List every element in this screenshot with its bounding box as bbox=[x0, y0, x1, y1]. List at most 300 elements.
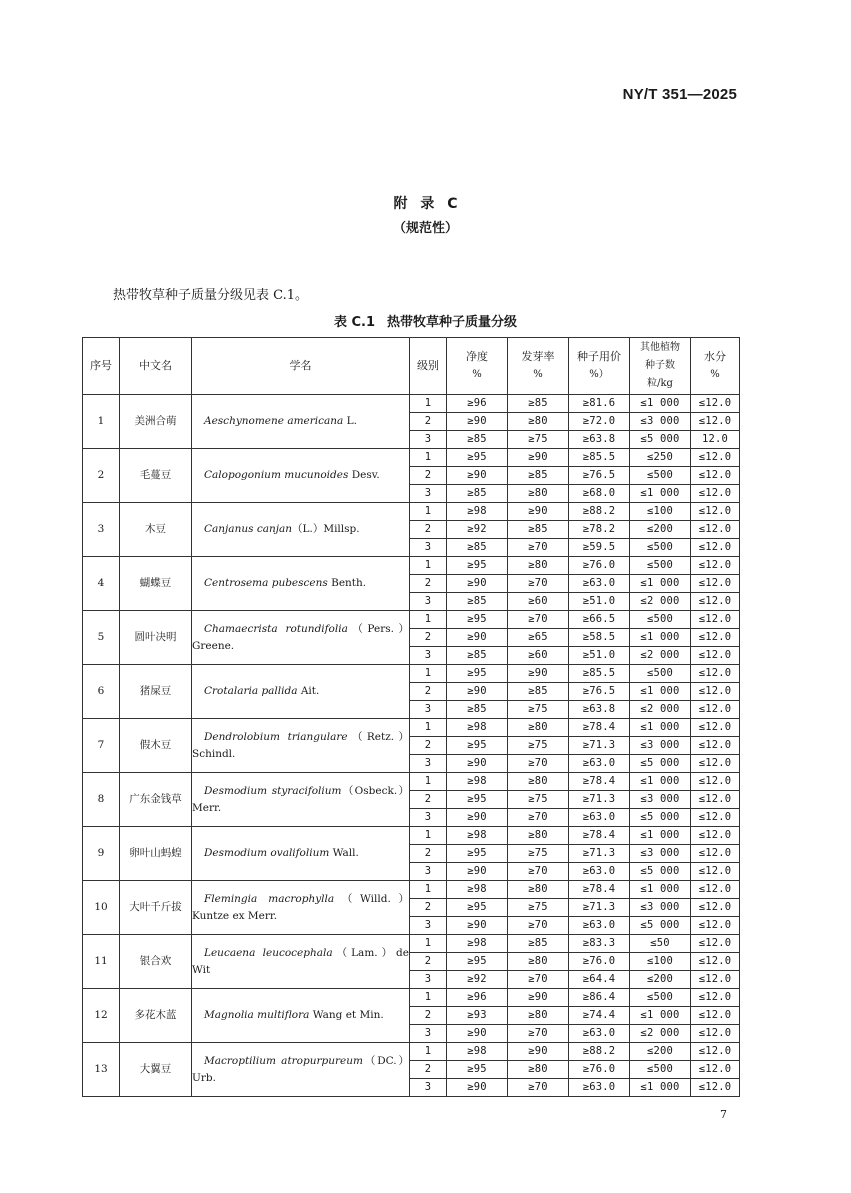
germination-cell: ≥80 bbox=[508, 719, 569, 737]
other-seeds-cell: ≤1 000 bbox=[630, 575, 691, 593]
other-seeds-cell: ≤3 000 bbox=[630, 413, 691, 431]
table-row bbox=[83, 449, 740, 467]
seed-value-cell: ≥78.4 bbox=[569, 773, 630, 791]
seed-value-cell: ≥71.3 bbox=[569, 845, 630, 863]
grade-cell: 2 bbox=[410, 899, 447, 917]
moisture-cell: ≤12.0 bbox=[691, 989, 740, 1007]
moisture-cell: ≤12.0 bbox=[691, 467, 740, 485]
purity-cell: ≥96 bbox=[447, 395, 508, 413]
seed-value-cell: ≥76.5 bbox=[569, 683, 630, 701]
purity-cell: ≥98 bbox=[447, 503, 508, 521]
germination-cell: ≥80 bbox=[508, 413, 569, 431]
other-seeds-cell: ≤1 000 bbox=[630, 881, 691, 899]
seed-value-cell: ≥85.5 bbox=[569, 665, 630, 683]
col-other-seeds: 其他植物 种子数 粒/kg bbox=[630, 338, 691, 395]
grade-cell: 2 bbox=[410, 683, 447, 701]
sci-binomial: Desmodium ovalifolium bbox=[204, 847, 330, 859]
table-row bbox=[83, 611, 740, 629]
col-grade: 级别 bbox=[410, 338, 447, 395]
grade-cell: 3 bbox=[410, 755, 447, 773]
purity-cell: ≥85 bbox=[447, 431, 508, 449]
table-row bbox=[83, 1043, 740, 1061]
col-cn-name: 中文名 bbox=[120, 338, 192, 395]
purity-cell: ≥95 bbox=[447, 611, 508, 629]
grade-cell: 1 bbox=[410, 611, 447, 629]
germination-cell: ≥85 bbox=[508, 395, 569, 413]
species-seq: 4 bbox=[83, 557, 120, 611]
table-row bbox=[83, 773, 740, 791]
other-seeds-cell: ≤100 bbox=[630, 953, 691, 971]
sci-binomial: Canjanus canjan bbox=[204, 523, 293, 535]
other-seeds-cell: ≤5 000 bbox=[630, 809, 691, 827]
species-seq: 13 bbox=[83, 1043, 120, 1097]
seed-value-cell: ≥86.4 bbox=[569, 989, 630, 1007]
species-cn-name: 猪屎豆 bbox=[120, 665, 192, 719]
moisture-cell: ≤12.0 bbox=[691, 395, 740, 413]
moisture-cell: ≤12.0 bbox=[691, 503, 740, 521]
moisture-cell: ≤12.0 bbox=[691, 863, 740, 881]
species-sci-name bbox=[192, 449, 410, 503]
table-row bbox=[83, 503, 740, 521]
seed-value-cell: ≥63.0 bbox=[569, 755, 630, 773]
purity-cell: ≥96 bbox=[447, 989, 508, 1007]
species-seq: 6 bbox=[83, 665, 120, 719]
col-seq: 序号 bbox=[83, 338, 120, 395]
species-seq: 1 bbox=[83, 395, 120, 449]
moisture-cell: ≤12.0 bbox=[691, 1061, 740, 1079]
species-seq: 8 bbox=[83, 773, 120, 827]
species-sci-name bbox=[192, 827, 410, 881]
sci-author: （Lam.）de Wit bbox=[192, 946, 409, 976]
species-cn-name: 大叶千斤拔 bbox=[120, 881, 192, 935]
other-seeds-cell: ≤100 bbox=[630, 503, 691, 521]
germination-cell: ≥60 bbox=[508, 593, 569, 611]
grade-cell: 1 bbox=[410, 773, 447, 791]
col-sci-name: 学名 bbox=[192, 338, 410, 395]
sci-author: Desv. bbox=[348, 469, 380, 481]
moisture-cell: ≤12.0 bbox=[691, 1025, 740, 1043]
other-seeds-cell: ≤500 bbox=[630, 557, 691, 575]
seed-value-cell: ≥63.0 bbox=[569, 1079, 630, 1097]
purity-cell: ≥85 bbox=[447, 593, 508, 611]
other-seeds-cell: ≤500 bbox=[630, 665, 691, 683]
purity-cell: ≥92 bbox=[447, 521, 508, 539]
species-sci-name bbox=[192, 503, 410, 557]
purity-cell: ≥90 bbox=[447, 683, 508, 701]
purity-cell: ≥98 bbox=[447, 881, 508, 899]
grade-cell: 1 bbox=[410, 827, 447, 845]
moisture-cell: ≤12.0 bbox=[691, 413, 740, 431]
moisture-cell: ≤12.0 bbox=[691, 845, 740, 863]
other-seeds-cell: ≤1 000 bbox=[630, 683, 691, 701]
col-purity: 净度 % bbox=[447, 338, 508, 395]
other-seeds-cell: ≤3 000 bbox=[630, 845, 691, 863]
sci-author: （Osbeck.）Merr. bbox=[192, 784, 410, 814]
other-seeds-cell: ≤500 bbox=[630, 611, 691, 629]
other-seeds-cell: ≤500 bbox=[630, 467, 691, 485]
table-row bbox=[83, 881, 740, 899]
grade-cell: 2 bbox=[410, 737, 447, 755]
sci-author: （Retz.）Schindl. bbox=[192, 730, 409, 760]
purity-cell: ≥95 bbox=[447, 1061, 508, 1079]
moisture-cell: ≤12.0 bbox=[691, 791, 740, 809]
grade-cell: 2 bbox=[410, 791, 447, 809]
moisture-cell: ≤12.0 bbox=[691, 611, 740, 629]
species-seq: 2 bbox=[83, 449, 120, 503]
seed-value-cell: ≥63.8 bbox=[569, 701, 630, 719]
germination-cell: ≥80 bbox=[508, 557, 569, 575]
moisture-cell: ≤12.0 bbox=[691, 881, 740, 899]
seed-value-cell: ≥71.3 bbox=[569, 899, 630, 917]
table-body bbox=[83, 395, 740, 1097]
table-header-row bbox=[83, 338, 740, 395]
other-seeds-cell: ≤5 000 bbox=[630, 863, 691, 881]
other-seeds-cell: ≤500 bbox=[630, 989, 691, 1007]
seed-value-cell: ≥78.2 bbox=[569, 521, 630, 539]
seed-value-cell: ≥63.0 bbox=[569, 575, 630, 593]
other-seeds-cell: ≤2 000 bbox=[630, 647, 691, 665]
germination-cell: ≥80 bbox=[508, 953, 569, 971]
germination-cell: ≥70 bbox=[508, 1025, 569, 1043]
intro-text: 热带牧草种子质量分级见表 C.1。 bbox=[113, 288, 309, 303]
moisture-cell: ≤12.0 bbox=[691, 701, 740, 719]
germination-cell: ≥85 bbox=[508, 521, 569, 539]
table-row bbox=[83, 665, 740, 683]
col-germination: 发芽率 % bbox=[508, 338, 569, 395]
seed-value-cell: ≥88.2 bbox=[569, 503, 630, 521]
grade-cell: 1 bbox=[410, 557, 447, 575]
other-seeds-cell: ≤5 000 bbox=[630, 755, 691, 773]
germination-cell: ≥65 bbox=[508, 629, 569, 647]
other-seeds-cell: ≤5 000 bbox=[630, 917, 691, 935]
sci-author: Wall. bbox=[329, 847, 359, 859]
seed-value-cell: ≥74.4 bbox=[569, 1007, 630, 1025]
purity-cell: ≥90 bbox=[447, 917, 508, 935]
grade-cell: 2 bbox=[410, 629, 447, 647]
grade-cell: 1 bbox=[410, 665, 447, 683]
grade-cell: 3 bbox=[410, 1079, 447, 1097]
grade-cell: 3 bbox=[410, 539, 447, 557]
table-row bbox=[83, 395, 740, 413]
grade-cell: 1 bbox=[410, 881, 447, 899]
purity-cell: ≥98 bbox=[447, 773, 508, 791]
species-seq: 3 bbox=[83, 503, 120, 557]
moisture-cell: ≤12.0 bbox=[691, 719, 740, 737]
purity-cell: ≥95 bbox=[447, 953, 508, 971]
purity-cell: ≥90 bbox=[447, 1025, 508, 1043]
other-seeds-cell: ≤200 bbox=[630, 521, 691, 539]
species-cn-name: 木豆 bbox=[120, 503, 192, 557]
species-cn-name: 银合欢 bbox=[120, 935, 192, 989]
table-row bbox=[83, 719, 740, 737]
purity-cell: ≥85 bbox=[447, 539, 508, 557]
species-seq: 5 bbox=[83, 611, 120, 665]
other-seeds-cell: ≤5 000 bbox=[630, 431, 691, 449]
grade-cell: 3 bbox=[410, 485, 447, 503]
grade-cell: 2 bbox=[410, 521, 447, 539]
grade-cell: 2 bbox=[410, 575, 447, 593]
purity-cell: ≥90 bbox=[447, 467, 508, 485]
germination-cell: ≥90 bbox=[508, 989, 569, 1007]
purity-cell: ≥90 bbox=[447, 809, 508, 827]
germination-cell: ≥70 bbox=[508, 755, 569, 773]
species-seq: 9 bbox=[83, 827, 120, 881]
grade-cell: 3 bbox=[410, 593, 447, 611]
table-row bbox=[83, 935, 740, 953]
grade-cell: 3 bbox=[410, 863, 447, 881]
species-cn-name: 圆叶决明 bbox=[120, 611, 192, 665]
grade-cell: 3 bbox=[410, 809, 447, 827]
purity-cell: ≥90 bbox=[447, 575, 508, 593]
grade-cell: 3 bbox=[410, 431, 447, 449]
seed-value-cell: ≥63.0 bbox=[569, 917, 630, 935]
species-sci-name bbox=[192, 395, 410, 449]
species-seq: 10 bbox=[83, 881, 120, 935]
moisture-cell: ≤12.0 bbox=[691, 485, 740, 503]
other-seeds-cell: ≤1 000 bbox=[630, 827, 691, 845]
sci-author: （DC.）Urb. bbox=[192, 1054, 409, 1084]
species-sci-name bbox=[192, 989, 410, 1043]
sci-binomial: Flemingia macrophylla bbox=[204, 892, 335, 905]
moisture-cell: ≤12.0 bbox=[691, 971, 740, 989]
seed-value-cell: ≥66.5 bbox=[569, 611, 630, 629]
other-seeds-cell: ≤3 000 bbox=[630, 791, 691, 809]
table-title: 热带牧草种子质量分级 bbox=[387, 315, 518, 330]
moisture-cell: ≤12.0 bbox=[691, 773, 740, 791]
germination-cell: ≥70 bbox=[508, 539, 569, 557]
other-seeds-cell: ≤1 000 bbox=[630, 1007, 691, 1025]
grade-cell: 3 bbox=[410, 917, 447, 935]
species-sci-name bbox=[192, 665, 410, 719]
species-seq: 11 bbox=[83, 935, 120, 989]
grade-cell: 2 bbox=[410, 413, 447, 431]
species-cn-name: 毛蔓豆 bbox=[120, 449, 192, 503]
other-seeds-cell: ≤1 000 bbox=[630, 773, 691, 791]
species-sci-name bbox=[192, 1043, 410, 1097]
seed-value-cell: ≥81.6 bbox=[569, 395, 630, 413]
germination-cell: ≥70 bbox=[508, 611, 569, 629]
species-cn-name: 蝴蝶豆 bbox=[120, 557, 192, 611]
species-seq: 7 bbox=[83, 719, 120, 773]
table-row bbox=[83, 989, 740, 1007]
germination-cell: ≥80 bbox=[508, 1007, 569, 1025]
grade-cell: 1 bbox=[410, 719, 447, 737]
sci-author: （Pers.）Greene. bbox=[192, 622, 409, 652]
purity-cell: ≥95 bbox=[447, 845, 508, 863]
col-seed-value: 种子用价 %） bbox=[569, 338, 630, 395]
species-cn-name: 假木豆 bbox=[120, 719, 192, 773]
other-seeds-cell: ≤2 000 bbox=[630, 701, 691, 719]
seed-value-cell: ≥76.0 bbox=[569, 557, 630, 575]
grade-cell: 1 bbox=[410, 935, 447, 953]
sci-binomial: Chamaecrista rotundifolia bbox=[204, 622, 348, 635]
grade-cell: 2 bbox=[410, 1007, 447, 1025]
purity-cell: ≥95 bbox=[447, 899, 508, 917]
species-sci-name bbox=[192, 881, 410, 935]
other-seeds-cell: ≤1 000 bbox=[630, 395, 691, 413]
germination-cell: ≥70 bbox=[508, 575, 569, 593]
seed-value-cell: ≥71.3 bbox=[569, 737, 630, 755]
table-row bbox=[83, 557, 740, 575]
germination-cell: ≥80 bbox=[508, 881, 569, 899]
seed-value-cell: ≥76.0 bbox=[569, 1061, 630, 1079]
moisture-cell: ≤12.0 bbox=[691, 1043, 740, 1061]
other-seeds-cell: ≤1 000 bbox=[630, 1079, 691, 1097]
germination-cell: ≥85 bbox=[508, 935, 569, 953]
moisture-cell: ≤12.0 bbox=[691, 809, 740, 827]
grade-cell: 2 bbox=[410, 845, 447, 863]
moisture-cell: ≤12.0 bbox=[691, 755, 740, 773]
moisture-cell: ≤12.0 bbox=[691, 521, 740, 539]
other-seeds-cell: ≤50 bbox=[630, 935, 691, 953]
seed-value-cell: ≥59.5 bbox=[569, 539, 630, 557]
grade-cell: 3 bbox=[410, 701, 447, 719]
sci-author: （L.）Millsp. bbox=[292, 523, 360, 535]
moisture-cell: ≤12.0 bbox=[691, 539, 740, 557]
sci-author: Ait. bbox=[297, 685, 320, 697]
species-cn-name: 多花木蓝 bbox=[120, 989, 192, 1043]
sci-binomial: Dendrolobium triangulare bbox=[204, 730, 348, 743]
page-number: 7 bbox=[720, 1108, 727, 1121]
purity-cell: ≥93 bbox=[447, 1007, 508, 1025]
germination-cell: ≥70 bbox=[508, 1079, 569, 1097]
purity-cell: ≥90 bbox=[447, 413, 508, 431]
germination-cell: ≥60 bbox=[508, 647, 569, 665]
seed-value-cell: ≥64.4 bbox=[569, 971, 630, 989]
moisture-cell: ≤12.0 bbox=[691, 575, 740, 593]
seed-value-cell: ≥63.0 bbox=[569, 863, 630, 881]
seed-value-cell: ≥51.0 bbox=[569, 593, 630, 611]
seed-value-cell: ≥78.4 bbox=[569, 827, 630, 845]
germination-cell: ≥70 bbox=[508, 863, 569, 881]
sci-binomial: Desmodium styracifolium bbox=[204, 784, 342, 797]
purity-cell: ≥95 bbox=[447, 665, 508, 683]
species-cn-name: 广东金钱草 bbox=[120, 773, 192, 827]
purity-cell: ≥92 bbox=[447, 971, 508, 989]
standard-code: NY/T 351—2025 bbox=[622, 86, 737, 103]
moisture-cell: ≤12.0 bbox=[691, 935, 740, 953]
sci-author: Benth. bbox=[327, 577, 367, 589]
germination-cell: ≥75 bbox=[508, 845, 569, 863]
table-row bbox=[83, 827, 740, 845]
grade-cell: 1 bbox=[410, 989, 447, 1007]
seed-value-cell: ≥78.4 bbox=[569, 719, 630, 737]
grade-cell: 1 bbox=[410, 395, 447, 413]
moisture-cell: ≤12.0 bbox=[691, 737, 740, 755]
other-seeds-cell: ≤200 bbox=[630, 971, 691, 989]
sci-author: L. bbox=[343, 415, 357, 427]
other-seeds-cell: ≤200 bbox=[630, 1043, 691, 1061]
sci-binomial: Macroptilium atropurpureum bbox=[204, 1054, 363, 1067]
germination-cell: ≥85 bbox=[508, 683, 569, 701]
grade-cell: 1 bbox=[410, 449, 447, 467]
germination-cell: ≥75 bbox=[508, 791, 569, 809]
grade-cell: 3 bbox=[410, 647, 447, 665]
seed-value-cell: ≥78.4 bbox=[569, 881, 630, 899]
moisture-cell: ≤12.0 bbox=[691, 593, 740, 611]
germination-cell: ≥80 bbox=[508, 773, 569, 791]
grade-cell: 1 bbox=[410, 503, 447, 521]
germination-cell: ≥75 bbox=[508, 431, 569, 449]
species-cn-name: 卵叶山蚂蝗 bbox=[120, 827, 192, 881]
moisture-cell: ≤12.0 bbox=[691, 1079, 740, 1097]
moisture-cell: ≤12.0 bbox=[691, 1007, 740, 1025]
other-seeds-cell: ≤250 bbox=[630, 449, 691, 467]
purity-cell: ≥98 bbox=[447, 1043, 508, 1061]
grade-cell: 2 bbox=[410, 467, 447, 485]
germination-cell: ≥70 bbox=[508, 971, 569, 989]
other-seeds-cell: ≤500 bbox=[630, 1061, 691, 1079]
purity-cell: ≥90 bbox=[447, 629, 508, 647]
seed-value-cell: ≥88.2 bbox=[569, 1043, 630, 1061]
other-seeds-cell: ≤2 000 bbox=[630, 593, 691, 611]
purity-cell: ≥98 bbox=[447, 719, 508, 737]
germination-cell: ≥90 bbox=[508, 503, 569, 521]
germination-cell: ≥75 bbox=[508, 737, 569, 755]
other-seeds-cell: ≤2 000 bbox=[630, 1025, 691, 1043]
germination-cell: ≥80 bbox=[508, 827, 569, 845]
sci-binomial: Centrosema pubescens bbox=[204, 577, 328, 589]
annex-title: 附 录 C bbox=[393, 196, 458, 212]
seed-value-cell: ≥51.0 bbox=[569, 647, 630, 665]
species-sci-name bbox=[192, 719, 410, 773]
other-seeds-cell: ≤3 000 bbox=[630, 899, 691, 917]
purity-cell: ≥85 bbox=[447, 647, 508, 665]
germination-cell: ≥85 bbox=[508, 467, 569, 485]
germination-cell: ≥75 bbox=[508, 701, 569, 719]
other-seeds-cell: ≤1 000 bbox=[630, 485, 691, 503]
purity-cell: ≥95 bbox=[447, 737, 508, 755]
seed-value-cell: ≥63.0 bbox=[569, 1025, 630, 1043]
sci-binomial: Calopogonium mucunoides bbox=[204, 469, 349, 481]
moisture-cell: ≤12.0 bbox=[691, 665, 740, 683]
species-seq: 12 bbox=[83, 989, 120, 1043]
moisture-cell: ≤12.0 bbox=[691, 827, 740, 845]
seed-value-cell: ≥63.8 bbox=[569, 431, 630, 449]
species-sci-name bbox=[192, 935, 410, 989]
sci-binomial: Magnolia multiflora bbox=[204, 1009, 310, 1021]
purity-cell: ≥90 bbox=[447, 863, 508, 881]
seed-value-cell: ≥83.3 bbox=[569, 935, 630, 953]
purity-cell: ≥95 bbox=[447, 449, 508, 467]
purity-cell: ≥90 bbox=[447, 1079, 508, 1097]
sci-binomial: Leucaena leucocephala bbox=[204, 946, 333, 959]
moisture-cell: ≤12.0 bbox=[691, 917, 740, 935]
seed-value-cell: ≥63.0 bbox=[569, 809, 630, 827]
moisture-cell: 12.0 bbox=[691, 431, 740, 449]
moisture-cell: ≤12.0 bbox=[691, 557, 740, 575]
species-sci-name bbox=[192, 611, 410, 665]
germination-cell: ≥75 bbox=[508, 899, 569, 917]
seed-value-cell: ≥58.5 bbox=[569, 629, 630, 647]
purity-cell: ≥85 bbox=[447, 701, 508, 719]
sci-binomial: Crotalaria pallida bbox=[204, 685, 298, 697]
germination-cell: ≥80 bbox=[508, 485, 569, 503]
grade-cell: 3 bbox=[410, 1025, 447, 1043]
species-cn-name: 大翼豆 bbox=[120, 1043, 192, 1097]
germination-cell: ≥70 bbox=[508, 809, 569, 827]
germination-cell: ≥80 bbox=[508, 1061, 569, 1079]
other-seeds-cell: ≤3 000 bbox=[630, 737, 691, 755]
germination-cell: ≥90 bbox=[508, 1043, 569, 1061]
sci-author: （Willd.）Kuntze ex Merr. bbox=[192, 892, 409, 922]
moisture-cell: ≤12.0 bbox=[691, 953, 740, 971]
seed-value-cell: ≥76.5 bbox=[569, 467, 630, 485]
purity-cell: ≥95 bbox=[447, 791, 508, 809]
other-seeds-cell: ≤1 000 bbox=[630, 719, 691, 737]
species-cn-name: 美洲合萌 bbox=[120, 395, 192, 449]
seed-value-cell: ≥85.5 bbox=[569, 449, 630, 467]
